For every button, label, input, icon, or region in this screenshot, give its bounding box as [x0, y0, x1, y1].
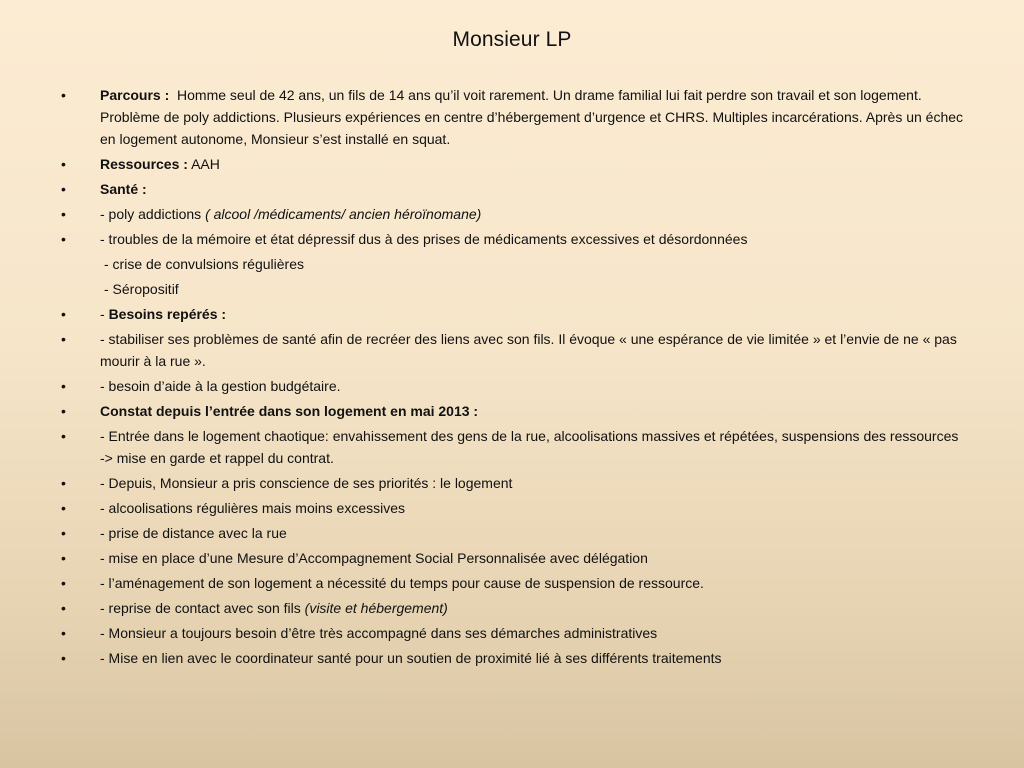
bullet-icon: •	[61, 600, 66, 616]
bullet-icon: •	[61, 550, 66, 566]
item-label: Constat depuis l’entrée dans son logement en mai 2013 :	[100, 403, 479, 419]
item-prefix: -	[100, 306, 109, 322]
list-item	[56, 597, 968, 619]
list-item-constat	[56, 400, 968, 422]
bullet-icon: •	[61, 475, 66, 491]
item-text: - stabiliser ses problèmes de santé afin de recréer des liens avec son fils. Il évoque « une espérance de vie limitée » et l’envie de ne « pas mourir à la rue ».	[100, 331, 957, 369]
bullet-icon: •	[61, 428, 66, 444]
item-italic-note: (visite et hébergement)	[304, 600, 448, 616]
item-text-continued: Problème de poly addictions. Plusieurs expériences en centre d’hébergement d’urgence et CHRS. Multiples incarcérations. Après un échec en logement autonome, Monsieur s’est installé en squat.	[100, 109, 964, 147]
bullet-icon: •	[61, 181, 66, 197]
bullet-icon: •	[61, 500, 66, 516]
list-item	[56, 472, 968, 494]
list-item-ressources	[56, 153, 968, 175]
list-item	[56, 375, 968, 397]
list-item-sante	[56, 178, 968, 200]
bullet-list	[56, 84, 968, 672]
bullet-icon: •	[61, 378, 66, 394]
item-label: Santé :	[100, 181, 147, 197]
bullet-icon: •	[61, 156, 66, 172]
list-subitem	[56, 253, 968, 275]
bullet-icon: •	[61, 575, 66, 591]
list-item-parcours	[56, 84, 968, 150]
item-label: Parcours :	[100, 87, 170, 103]
bullet-icon: •	[61, 403, 66, 419]
list-item	[56, 328, 968, 372]
item-label: Besoins repérés :	[108, 306, 227, 322]
item-text: - alcoolisations régulières mais moins excessives	[100, 500, 406, 516]
item-text: - Entrée dans le logement chaotique: envahissement des gens de la rue, alcoolisations massives et répétées, suspensions des ressources -> mise en garde et rappel du contrat.	[100, 428, 959, 466]
bullet-icon: •	[61, 625, 66, 641]
bullet-icon: •	[61, 87, 66, 103]
list-item	[56, 647, 968, 669]
list-item	[56, 425, 968, 469]
item-italic-note: ( alcool /médicaments/ ancien héroïnomane)	[205, 206, 482, 222]
item-text: - prise de distance avec la rue	[100, 525, 287, 541]
item-text: - mise en place d’une Mesure d’Accompagnement Social Personnalisée avec délégation	[100, 550, 648, 566]
bullet-icon: •	[61, 231, 66, 247]
item-text: AAH	[191, 156, 220, 172]
list-item-besoins	[56, 303, 968, 325]
item-text: - Mise en lien avec le coordinateur santé pour un soutien de proximité lié à ses différents traitements	[100, 650, 722, 666]
list-item	[56, 228, 968, 250]
item-text: - troubles de la mémoire et état dépressif dus à des prises de médicaments excessives et désordonnées	[100, 231, 748, 247]
bullet-icon: •	[61, 650, 66, 666]
list-item	[56, 497, 968, 519]
bullet-icon: •	[61, 306, 66, 322]
list-item	[56, 522, 968, 544]
item-text: - Monsieur a toujours besoin d’être très accompagné dans ses démarches administratives	[100, 625, 658, 641]
item-text: - l’aménagement de son logement a nécessité du temps pour cause de suspension de ressource.	[100, 575, 704, 591]
list-item	[56, 547, 968, 569]
item-text: - besoin d’aide à la gestion budgétaire.	[100, 378, 341, 394]
bullet-icon: •	[61, 331, 66, 347]
item-text: - poly addictions	[100, 206, 202, 222]
bullet-icon: •	[61, 206, 66, 222]
list-item	[56, 572, 968, 594]
slide-title: Monsieur LP	[452, 28, 572, 51]
item-text: - Depuis, Monsieur a pris conscience de ses priorités : le logement	[100, 475, 513, 491]
item-label: Ressources :	[100, 156, 188, 172]
item-text: - reprise de contact avec son fils	[100, 600, 301, 616]
list-item	[56, 203, 968, 225]
item-text: - Séropositif	[104, 281, 179, 297]
bullet-icon: •	[61, 525, 66, 541]
item-text: Homme seul de 42 ans, un fils de 14 ans qu’il voit rarement. Un drame familial lui fait perdre son travail et son logement.	[177, 87, 922, 103]
item-text: - crise de convulsions régulières	[104, 256, 304, 272]
list-item	[56, 622, 968, 644]
list-subitem	[56, 278, 968, 300]
